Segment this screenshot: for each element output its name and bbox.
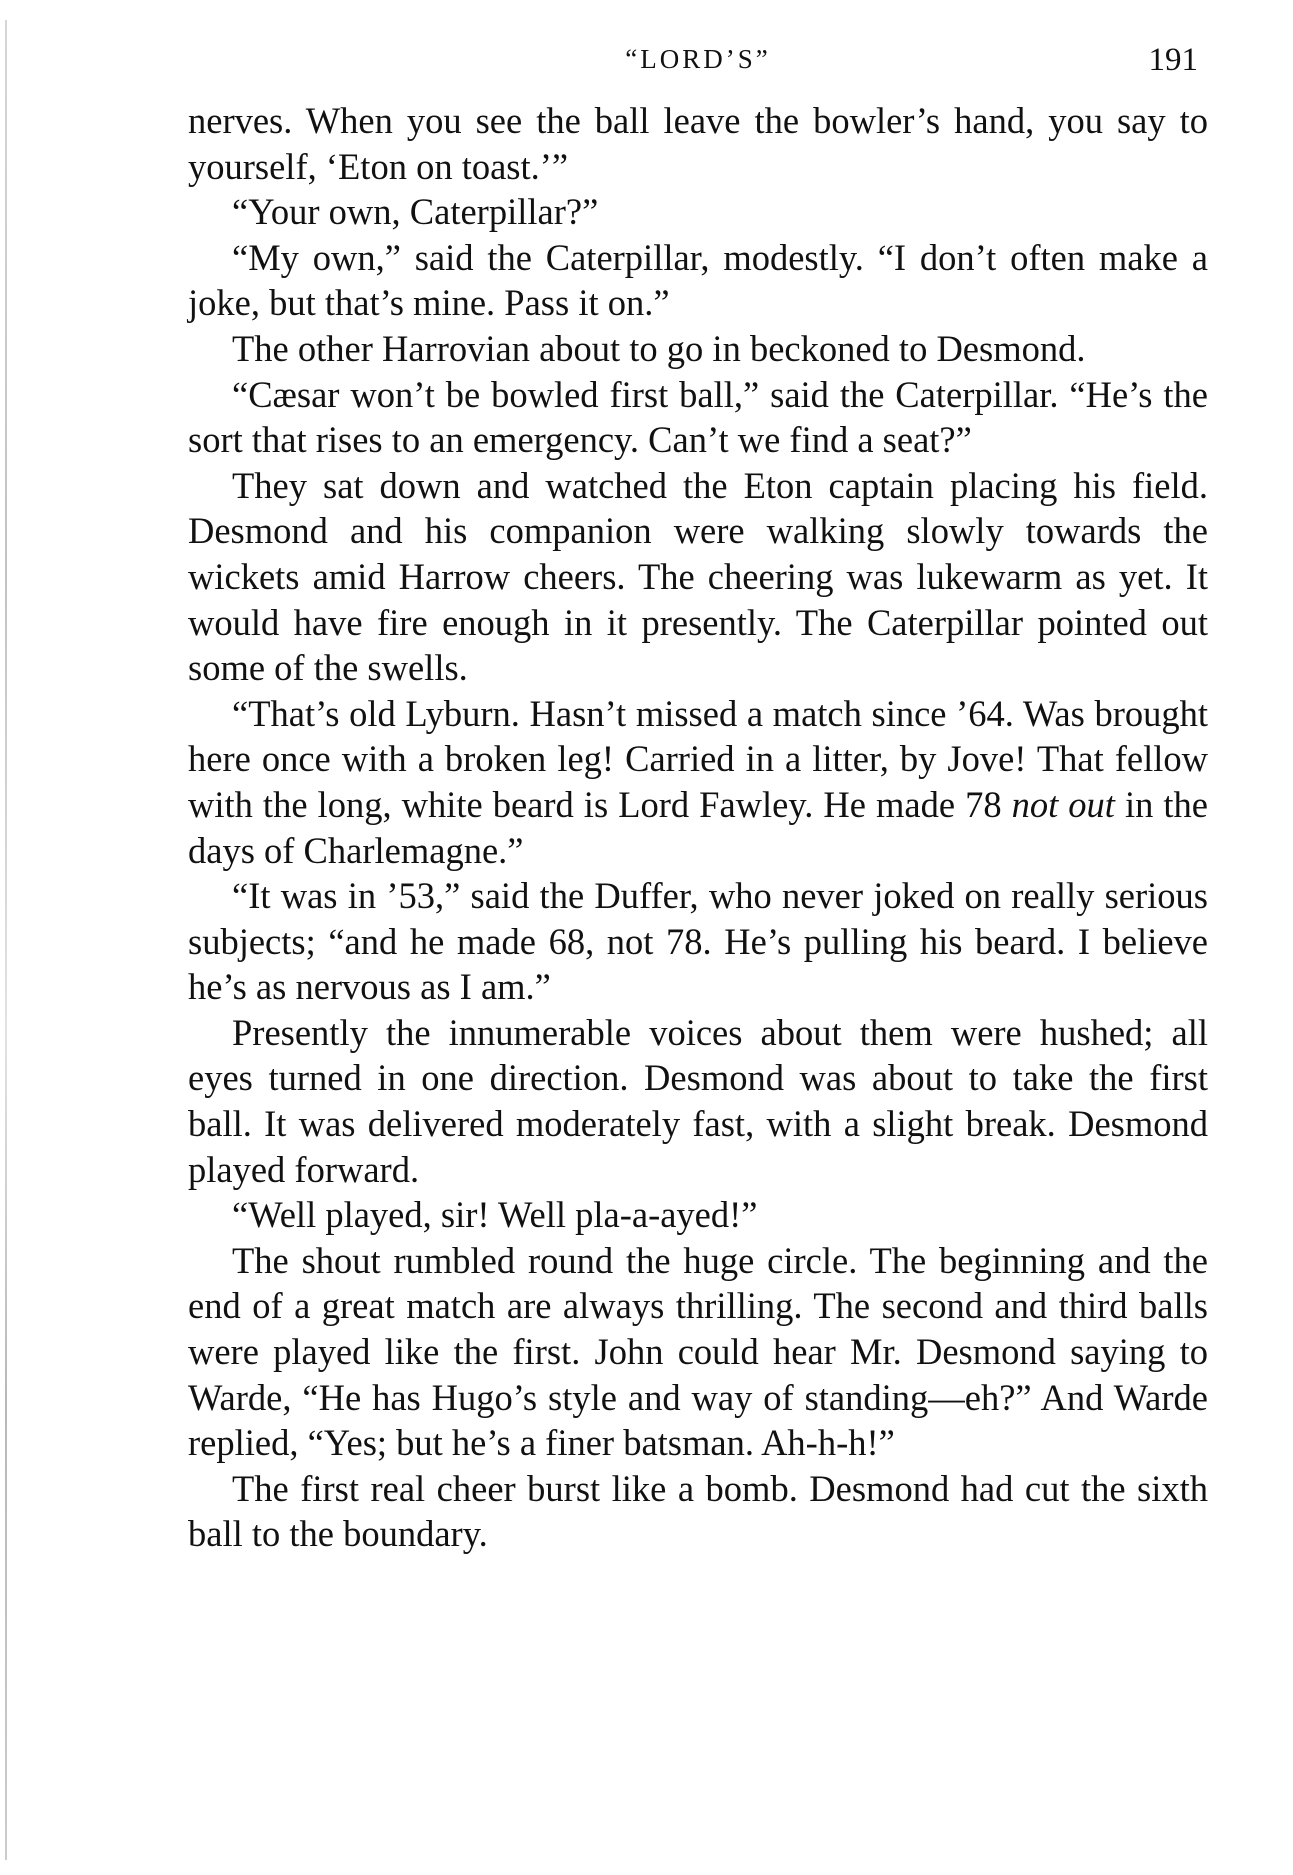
paragraph: The first real cheer burst like a bomb. Desmond had cut the sixth ball to the boundary. [188,1467,1208,1555]
paragraph: “It was in ’53,” said the Duffer, who never joked on really serious subjects; “and he made 68, not 78. He’s pulling his beard. I believe he’s as nervous as I am.” [188,875,1208,1008]
page-edge [5,20,7,1860]
paragraph: “Well played, sir! Well pla-a-ayed!” [232,1194,758,1236]
paragraph [188,691,1208,873]
italic-phrase: not out [1011,783,1115,825]
paragraph: “My own,” said the Caterpillar, modestly. “I don’t often make a joke, but that’s mine. Pass it on.” [188,236,1208,324]
paragraph: Presently the innumerable voices about them were hushed; all eyes turned in one direction. Desmond was about to take the first ball. It was delivered moderately fast, with a slight break. Desmond played forward. [188,1011,1208,1190]
running-title: “LORD’S” [625,44,771,74]
paragraph: “Your own, Caterpillar?” [232,191,599,233]
paragraph: “Cæsar won’t be bowled first ball,” said the Caterpillar. “He’s the sort that rises to an emergency. Can’t we find a seat?” [188,373,1208,461]
paragraph: They sat down and watched the Eton captain placing his field. Desmond and his companion were walking slowly towards the wickets amid Harrow cheers. The cheering was lukewarm as yet. It would have fire enough in it presently. The Caterpillar pointed out some of the swells. [188,464,1208,689]
page-number: 191 [1148,42,1198,78]
body-text [188,98,1208,1557]
paragraph-text: “That’s old Lyburn. Hasn’t missed a match since ’64. Was brought here once with a broken leg! Carried in a litter, by Jove! That fellow with the long, white beard is Lord Fawley. He made 78 [188,692,1208,825]
paragraph-text: in the days of Charlemagne.” [188,783,1209,871]
paragraph: The shout rumbled round the huge circle. The beginning and the end of a great match are always thrilling. The second and third balls were played like the first. John could hear Mr. Desmond saying to Warde, “He has Hugo’s style and way of standing—eh?” And Warde replied, “Yes; but he’s a finer batsman. Ah-h-h!” [188,1239,1208,1464]
running-head [188,44,1208,84]
paragraph: nerves. When you see the ball leave the bowler’s hand, you say to yourself, ‘Eton on toast.’” [188,100,1208,187]
paragraph: The other Harrovian about to go in beckoned to Desmond. [232,327,1086,369]
